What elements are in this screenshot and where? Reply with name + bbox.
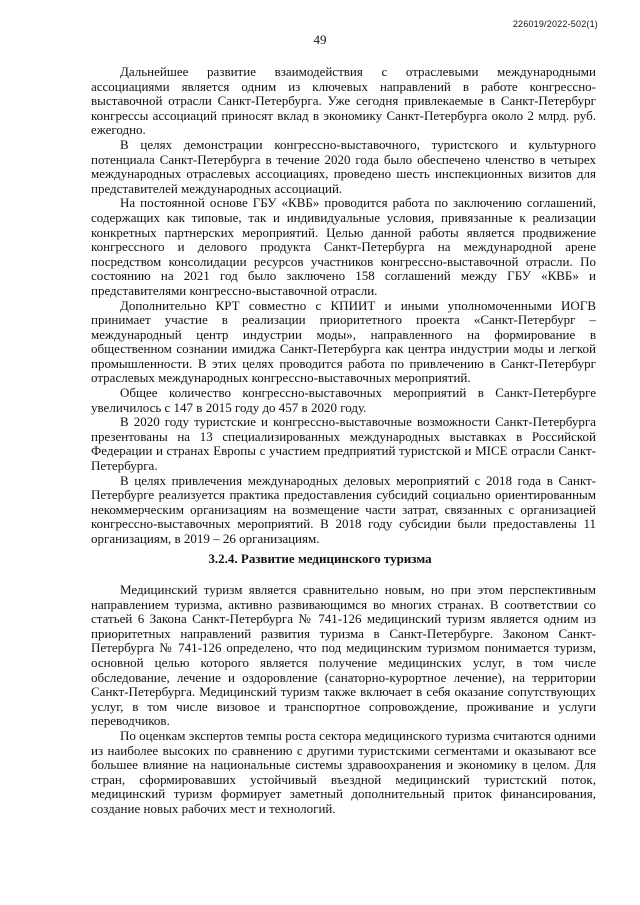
body-text-before-section xyxy=(91,65,596,547)
paragraph: В 2020 году туристские и конгрессно-выставочные возможности Санкт-Петербурга презентованы на 13 специализированных международных выставках в Российской Федерации и странах Европы с участием предприятий туристской и MICE отрасли Санкт-Петербурга. xyxy=(91,414,596,474)
paragraph: По оценкам экспертов темпы роста сектора медицинского туризма считаются одними из наиболее высоких по сравнению с другими туристскими сегментами и оказывают все большее влияние на национальные системы здравоохранения и экономику в целом. Для стран, сформировавших устойчивый въездной медицинский туристский поток, медицинский туризм формирует заметный дополнительный приток финансирования, создание новых рабочих мест и технологий. xyxy=(91,727,596,816)
paragraph: Общее количество конгрессно-выставочных мероприятий в Санкт-Петербурге увеличилось с 147 в 2015 году до 457 в 2020 году. xyxy=(91,385,596,415)
paragraph: В целях демонстрации конгрессно-выставочного, туристского и культурного потенциала Санкт-Петербурга в течение 2020 года было обеспечено членство в четырех международных отраслевых ассоциациях, проведено шесть инспекционных визитов для представителей международных ассоциаций. xyxy=(91,136,596,196)
paragraph: Дополнительно КРТ совместно с КПИИТ и иными уполномоченными ИОГВ принимает участие в реализации приоритетного проекта «Санкт-Петербург – международный центр индустрии моды», направленного на формирование в общественном сознании имиджа Санкт-Петербурга как центра индустрии моды и легкой промышленности. В этих целях проводится работа по привлечению в Санкт-Петербург отраслевых международных конгрессно-выставочных мероприятий. xyxy=(91,297,596,386)
section-heading: 3.2.4. Развитие медицинского туризма xyxy=(208,551,432,566)
document-registration-number: 226019/2022-502(1) xyxy=(512,19,598,29)
page-number: 49 xyxy=(313,32,327,47)
paragraph: Дальнейшее развитие взаимодействия с отраслевыми международными ассоциациями является одним из ключевых направлений в работе конгрессно-выставочной отрасли Санкт-Петербурга. Уже сегодня привлекаемые в Санкт-Петербург конгрессы ассоциаций приносят вклад в экономику Санкт-Петербурга около 2 млрд. руб. ежегодно. xyxy=(91,64,596,138)
paragraph: На постоянной основе ГБУ «КВБ» проводится работа по заключению соглашений, содержащих как типовые, так и индивидуальные условия, привязанные к реализации конкретных партнерских мероприятий. Целью данной работы является продвижение конгрессного и делового продукта Санкт-Петербурга на международной арене посредством консолидации ресурсов участников конгрессно-выставочной отрасли. По состоянию на 2021 год было заключено 158 соглашений между ГБУ «КВБ» и представителями конгрессно-выставочной отрасли. xyxy=(91,195,596,298)
body-text-after-section xyxy=(91,583,596,817)
paragraph: В целях привлечения международных деловых мероприятий с 2018 года в Санкт-Петербурге реализуется практика предоставления субсидий социально ориентированным некоммерческим организациям на возмещение части затрат, связанных с организацией конгрессно-выставочных мероприятий. В 2018 году субсидии были предоставлены 11 организациям, в 2019 – 26 организациям. xyxy=(91,472,596,546)
paragraph: Медицинский туризм является сравнительно новым, но при этом перспективным направлением туризма, активно развивающимся во многих странах. В соответствии со статьей 6 Закона Санкт-Петербурга № 741-126 медицинский туризм является одним из приоритетных направлений развития туризма в Санкт-Петербурге. Законом Санкт-Петербурга № 741-126 определено, что под медицинским туризмом понимается туризм, основной целью которого является получение медицинских услуг, в том числе обследование, лечение и оздоровление (санаторно-курортное лечение), на территории Санкт-Петербурга. Медицинский туризм также включает в себя оказание сопутствующих услуг, в том числе визовое и транспортное сопровождение, проживание и услуги переводчиков. xyxy=(91,582,596,729)
